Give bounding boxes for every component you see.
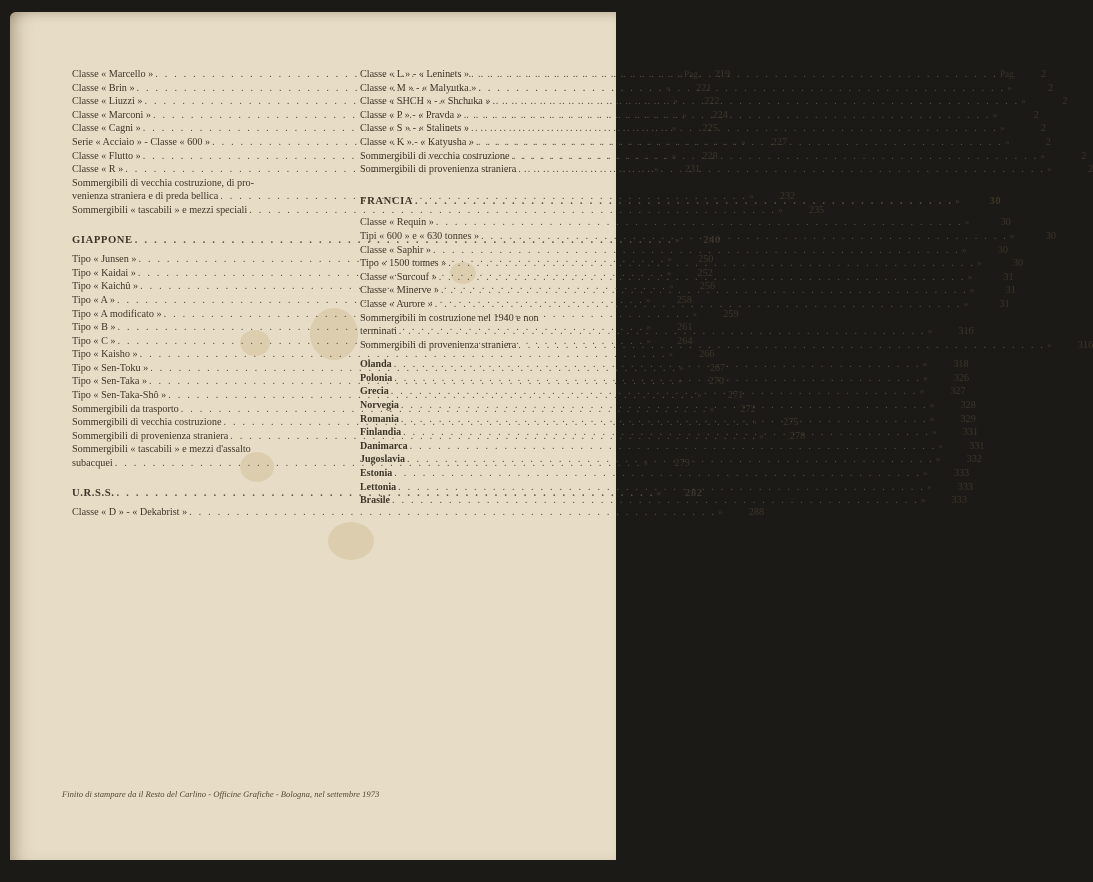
entry-label: Classe « R »	[72, 164, 124, 176]
page-number: 333	[953, 468, 970, 480]
entry-label: Classe « Liuzzi »	[72, 96, 143, 108]
page-prefix: »	[674, 234, 681, 245]
page-prefix: »	[961, 244, 967, 255]
page-prefix: »	[692, 308, 698, 319]
page-prefix: »	[964, 217, 970, 228]
page-number: 225	[702, 123, 718, 135]
page-number: 30	[1012, 258, 1024, 270]
urss-entries	[72, 506, 765, 520]
entry-label: terminati	[360, 326, 397, 338]
page-prefix: »	[935, 454, 941, 465]
entry-label: Serie « Acciaio » - Classe « 600 »	[72, 136, 211, 148]
page-prefix: »	[671, 150, 677, 161]
page-prefix: »	[967, 271, 973, 282]
page-number: 2	[1062, 96, 1068, 108]
page-number: 30	[1045, 230, 1056, 242]
entry-label: Sommergibili da trasporto	[72, 403, 179, 415]
entry-label: Tipi « 600 » e « 630 tonnes »	[360, 230, 480, 242]
page-prefix: »	[646, 335, 651, 346]
page-number: 227	[771, 136, 787, 148]
list-item	[360, 494, 967, 508]
leader-dots	[410, 440, 937, 454]
page-number: 228	[702, 150, 718, 162]
page-number: 318	[953, 359, 969, 371]
page-number: 282	[684, 487, 703, 499]
entry-label: Sommergibili di vecchia costruzione, di pro-	[72, 177, 255, 189]
page-prefix: »	[654, 164, 659, 175]
entry-label: Classe « Surcouf »	[360, 271, 437, 283]
entry-label: Sommergibili di provenienza straniera	[72, 430, 229, 442]
entry-label: Norvegia	[360, 400, 399, 412]
leader-dots	[476, 136, 1003, 150]
entry-label: Classe « L » - « Leninets »	[360, 69, 470, 80]
page-number: 2	[1040, 69, 1047, 80]
page-number: 2	[1081, 150, 1087, 162]
entry-label: Classe « Minerve »	[360, 285, 439, 297]
entry-label: venienza straniera e di preda bellica	[72, 191, 219, 203]
page-number: 2	[1045, 136, 1051, 148]
page-prefix: »	[922, 359, 928, 370]
colophon: Finito di stampare da il Resto del Carlino - Officine Grafiche - Bologna, nel settembre 1973	[62, 789, 380, 799]
page-number: 272	[740, 403, 756, 415]
entry-label: Tipo « C »	[72, 335, 116, 347]
page-prefix: »	[1007, 82, 1012, 93]
entry-label: Tipo « Kaidai »	[72, 267, 136, 279]
page-number: 271	[727, 390, 744, 402]
leader-dots	[464, 109, 991, 123]
entry-label: Classe « Marconi »	[72, 109, 151, 121]
page-prefix: »	[923, 372, 928, 383]
page-prefix: »	[963, 298, 969, 309]
page-prefix: »	[969, 285, 975, 296]
leader-dots	[436, 216, 963, 230]
page-number: 288	[748, 507, 765, 519]
entry-label: Tipo « 1500 tonnes »	[360, 258, 447, 270]
page-number: 30	[1000, 217, 1011, 229]
page-number: 30	[989, 195, 1002, 207]
page-number: 252	[697, 267, 713, 279]
leader-dots	[415, 195, 953, 209]
leader-dots	[401, 413, 928, 427]
list-item	[72, 506, 765, 520]
page-prefix: »	[927, 326, 933, 337]
page-number: 333	[951, 495, 967, 507]
page-prefix: »	[919, 386, 925, 397]
page-number: 278	[789, 430, 806, 442]
entry-label: Classe « Saphir »	[360, 244, 432, 256]
leader-dots	[401, 399, 928, 413]
page-number: 232	[779, 191, 796, 203]
leader-dots	[392, 494, 919, 508]
entry-label: Tipo « Sen-Toku »	[72, 362, 149, 374]
page-number: 31	[999, 298, 1010, 310]
page-number: 316	[958, 326, 974, 338]
page-number: 31	[1005, 285, 1016, 297]
page-prefix: »	[938, 440, 943, 451]
leader-dots	[448, 257, 975, 271]
entry-label: Classe « Aurore »	[360, 298, 433, 310]
page-number: 222	[704, 96, 720, 108]
entry-label: Sommergibili di vecchia costruzione	[360, 150, 510, 162]
leader-dots	[481, 230, 1008, 244]
page-number: 331	[969, 440, 985, 452]
entry-label: Tipo « B »	[72, 322, 116, 334]
entry-label: Classe « Brin »	[72, 82, 135, 94]
page-prefix: »	[1004, 136, 1010, 147]
page-prefix: »	[679, 362, 684, 373]
page-number: 326	[953, 372, 970, 384]
entry-label: Sommergibili in costruzione nel 1940 e non	[360, 312, 539, 324]
page-number: 270	[708, 376, 724, 388]
page-prefix: »	[643, 458, 649, 469]
page-number: 235	[808, 204, 825, 216]
page-prefix: »	[999, 123, 1005, 134]
section-title: U.R.S.S.	[72, 487, 115, 499]
page-prefix: »	[778, 204, 783, 215]
page-prefix: »	[1047, 164, 1052, 175]
page-prefix: »	[1040, 150, 1045, 161]
list-item	[360, 244, 1008, 258]
leader-dots	[407, 453, 934, 467]
leader-dots	[518, 163, 1045, 177]
page-prefix: »	[920, 495, 926, 506]
page-prefix: Pag.	[684, 69, 700, 79]
list-item	[72, 348, 715, 362]
leader-dots	[391, 385, 918, 399]
page-number: 316	[1077, 339, 1093, 351]
page-number: 2	[1033, 109, 1039, 121]
page-number: 256	[699, 281, 716, 293]
entry-label: Sommergibili di vecchia costruzione	[72, 417, 222, 429]
page-number: 259	[723, 308, 739, 320]
page-number: 329	[960, 413, 976, 425]
page-prefix: »	[923, 468, 928, 479]
page-prefix: »	[673, 96, 678, 107]
page-prefix: »	[697, 390, 702, 401]
page-number: 2	[1048, 82, 1054, 94]
entry-label: Polonia	[360, 372, 393, 384]
page-number: 264	[677, 335, 693, 347]
page-number: 31	[1003, 271, 1014, 283]
page-number: 266	[699, 349, 715, 361]
page-prefix: »	[992, 109, 998, 120]
entry-label: Danimarca	[360, 440, 408, 452]
page-prefix: »	[646, 322, 651, 333]
leader-dots	[492, 95, 1019, 109]
entry-label: Sommergibili « tascabili » e mezzi speciali	[72, 204, 248, 216]
entry-label: Tipo « Junsen »	[72, 254, 137, 266]
leader-dots	[471, 122, 998, 136]
entry-label: Romania	[360, 413, 399, 425]
page-prefix: »	[759, 430, 764, 441]
page-number: 328	[960, 400, 976, 412]
leader-dots	[399, 325, 926, 339]
page-prefix: Pag.	[1000, 69, 1016, 79]
leader-dots	[394, 467, 921, 481]
page-number: 250	[698, 254, 714, 266]
page-prefix: »	[929, 400, 935, 411]
entry-label: Tipo « Sen-Taka »	[72, 376, 148, 388]
entry-label: Lettonia	[360, 481, 397, 493]
page-number: 30	[997, 244, 1008, 256]
entry-label: Classe « Requin »	[360, 217, 434, 229]
page-number: 327	[950, 386, 966, 398]
page-prefix: »	[1009, 230, 1015, 241]
entry-label: Classe « Flutto »	[72, 150, 141, 162]
leader-dots	[394, 358, 921, 372]
page-prefix: »	[932, 427, 937, 438]
page-prefix: »	[1047, 339, 1052, 350]
entry-label: Sommergibili « tascabili » e mezzi d'assalto	[72, 444, 251, 456]
leader-dots	[518, 339, 1045, 353]
entry-label: Sommergibili di provenienza straniera	[360, 339, 517, 351]
page-prefix: »	[749, 191, 754, 202]
entry-label: Tipo « A »	[72, 294, 115, 306]
page-prefix: »	[668, 349, 673, 360]
page-number: 267	[709, 362, 726, 374]
entry-label: Classe « M » - « Malyutka »	[360, 82, 477, 94]
entry-label: Grecia	[360, 386, 389, 398]
entry-label: Tipo « Sen-Taka-Shô »	[72, 390, 167, 402]
entry-label: Classe « Marcello »	[72, 69, 154, 80]
page-prefix: »	[665, 82, 670, 93]
entry-label: Classe « Cagni »	[72, 123, 141, 135]
leader-dots	[433, 244, 960, 258]
leader-dots	[394, 372, 921, 386]
entry-label: Finlandia	[360, 427, 402, 439]
page-number: 2	[1088, 164, 1093, 176]
entry-label: Classe « S » - « Stalinets »	[360, 123, 469, 135]
leader-dots	[478, 82, 1005, 96]
leader-dots	[439, 271, 966, 285]
page-number: 261	[677, 322, 693, 334]
page-number: 240	[703, 234, 721, 246]
page-number: 331	[962, 427, 979, 439]
page-number: 279	[674, 458, 690, 470]
page-number: 219	[714, 69, 731, 80]
page-prefix: »	[645, 294, 651, 305]
page-prefix: »	[681, 109, 687, 120]
page-number: 2	[1040, 123, 1046, 135]
leader-dots	[403, 426, 930, 440]
leader-dots	[435, 298, 962, 312]
leader-dots	[398, 481, 925, 495]
entry-label: Brasile	[360, 495, 390, 507]
entry-label: Tipo « A modificato »	[72, 308, 162, 320]
leader-dots	[471, 68, 998, 82]
entry-label: subacquei	[72, 458, 113, 470]
list-item	[360, 440, 985, 454]
entry-label: Classe « D » - « Dekabrist »	[72, 507, 188, 519]
page-number: 221	[696, 82, 712, 94]
page-prefix: »	[656, 487, 662, 498]
page-number: 275	[783, 417, 799, 429]
page-number: 224	[712, 109, 728, 121]
section-title: GIAPPONE	[72, 234, 133, 246]
page-prefix: »	[927, 481, 932, 492]
page-prefix: »	[667, 254, 672, 265]
list-item	[72, 204, 825, 218]
page-number: 231	[684, 164, 701, 176]
page-number: 332	[966, 454, 982, 466]
page-prefix: »	[1021, 96, 1026, 107]
page-number: 258	[676, 294, 692, 306]
page-prefix: »	[671, 123, 677, 134]
entry-label: Classe « K » - « Katyusha »	[360, 136, 475, 148]
entry-label: Classe « P » - « Pravda »	[360, 109, 462, 121]
page-prefix: »	[718, 507, 723, 518]
page-prefix: »	[955, 195, 961, 206]
page-prefix: »	[752, 417, 757, 428]
page-prefix: »	[669, 281, 674, 292]
leader-dots	[189, 506, 716, 520]
page-prefix: »	[977, 258, 982, 269]
list-item	[360, 216, 1011, 230]
page-prefix: »	[929, 413, 935, 424]
section-title: FRANCIA	[360, 195, 414, 207]
book-page	[10, 12, 1093, 860]
leader-dots	[511, 150, 1038, 164]
entry-label: Olanda	[360, 359, 392, 371]
page-prefix: »	[677, 376, 683, 387]
page-prefix: »	[740, 136, 746, 147]
entry-label: Estonia	[360, 468, 393, 480]
paper-stain	[328, 522, 374, 560]
page-number: 333	[957, 481, 974, 493]
entry-label: Sommergibili di provenienza straniera	[360, 164, 517, 176]
leader-dots	[441, 284, 968, 298]
page-prefix: »	[709, 403, 715, 414]
entry-label: Tipo « Kaisho »	[72, 349, 138, 361]
page-prefix: »	[666, 267, 672, 278]
list-item	[360, 467, 970, 481]
entry-label: Classe « SHCH » - « Shchuka »	[360, 96, 491, 108]
entry-label: Tipo « Kaichû »	[72, 281, 139, 293]
entry-label: Jugoslavia	[360, 454, 406, 466]
